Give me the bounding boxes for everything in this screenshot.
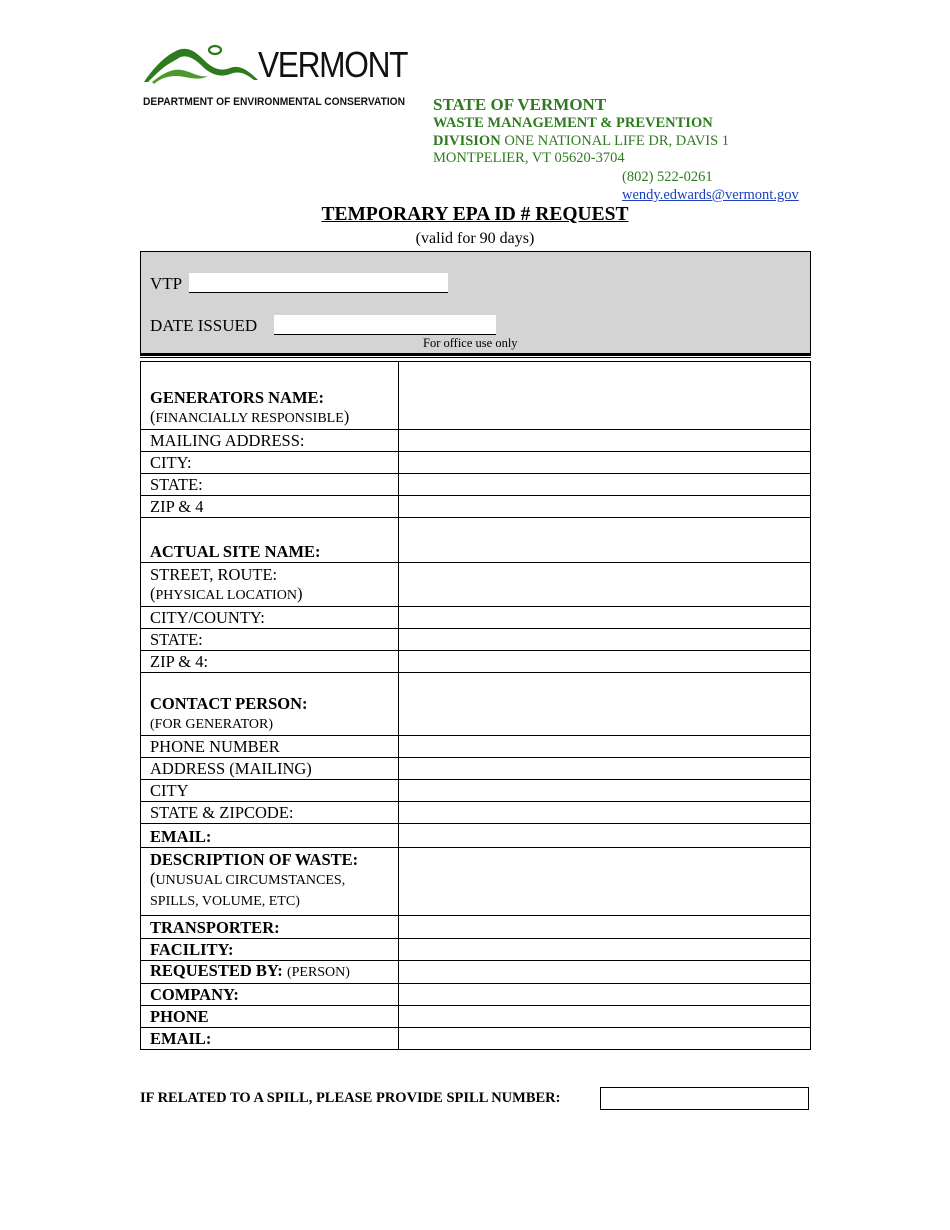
- paren-open: (: [150, 584, 156, 603]
- table-row: [141, 848, 811, 916]
- logo-department: DEPARTMENT OF ENVIRONMENTAL CONSERVATION: [143, 96, 406, 108]
- site-name-field[interactable]: [399, 518, 811, 563]
- address-mailing-label: ADDRESS (MAILING): [141, 758, 399, 780]
- requested-by-field[interactable]: [399, 961, 811, 984]
- site-state-field[interactable]: [399, 629, 811, 651]
- table-row: [141, 961, 811, 984]
- contact-email-label: [141, 824, 399, 848]
- spill-number-input[interactable]: [600, 1087, 809, 1110]
- phone-text: PHONE: [150, 1007, 209, 1026]
- agency-phone: (802) 522-0261: [622, 169, 713, 185]
- company-field[interactable]: [399, 984, 811, 1006]
- site-zip-field[interactable]: [399, 651, 811, 673]
- form-title: TEMPORARY EPA ID # REQUEST: [321, 204, 629, 225]
- email-text: EMAIL:: [150, 1029, 212, 1048]
- contact-email-text: EMAIL:: [150, 827, 212, 846]
- street-text: STREET, ROUTE:: [150, 565, 278, 584]
- table-row: [141, 673, 811, 736]
- agency-contact: [622, 168, 799, 204]
- paren-open: (: [150, 869, 156, 888]
- city-zip: MONTPELIER, VT 05620-3704: [433, 150, 625, 166]
- vtp-input[interactable]: [189, 273, 448, 293]
- email-field[interactable]: [399, 1028, 811, 1050]
- city-field[interactable]: [399, 452, 811, 474]
- agency-address: [433, 95, 729, 168]
- division-name: WASTE MANAGEMENT & PREVENTION: [433, 115, 713, 131]
- section-divider: [140, 354, 811, 358]
- phone-label: [141, 1006, 399, 1028]
- mailing-address-label: MAILING ADDRESS:: [141, 430, 399, 452]
- city-label: CITY:: [141, 452, 399, 474]
- state-zip-field[interactable]: [399, 802, 811, 824]
- description-field[interactable]: [399, 848, 811, 916]
- contact-note: (FOR GENERATOR): [150, 717, 274, 732]
- state-name: STATE OF VERMONT: [433, 95, 607, 114]
- agency-email-link[interactable]: wendy.edwards@vermont.gov: [622, 187, 799, 203]
- city-county-field[interactable]: [399, 607, 811, 629]
- state-label: STATE:: [141, 474, 399, 496]
- email-label: [141, 1028, 399, 1050]
- table-row: [141, 430, 811, 452]
- date-issued-input[interactable]: [274, 315, 496, 335]
- description-text: DESCRIPTION OF WASTE:: [150, 850, 359, 869]
- table-row: [141, 758, 811, 780]
- table-row: [141, 1006, 811, 1028]
- table-row: [141, 780, 811, 802]
- company-label: [141, 984, 399, 1006]
- site-name-label: [141, 518, 399, 563]
- contact-email-field[interactable]: [399, 824, 811, 848]
- generators-name-label: [141, 362, 399, 430]
- date-issued-label: DATE ISSUED: [150, 316, 258, 335]
- table-row: [141, 984, 811, 1006]
- office-use-panel: [140, 251, 811, 354]
- vtp-label: VTP: [150, 274, 183, 293]
- paren-close: ): [296, 584, 303, 603]
- contact-city-field[interactable]: [399, 780, 811, 802]
- description-label: [141, 848, 399, 916]
- table-row: [141, 802, 811, 824]
- request-form-table: [140, 361, 811, 1050]
- paren-open: (: [150, 407, 156, 426]
- table-row: [141, 474, 811, 496]
- phone-number-label: PHONE NUMBER: [141, 736, 399, 758]
- table-row: [141, 496, 811, 518]
- city-county-label: CITY/COUNTY:: [141, 607, 399, 629]
- contact-person-field[interactable]: [399, 673, 811, 736]
- dec-logo: [142, 38, 424, 112]
- requested-by-text: REQUESTED BY:: [150, 961, 283, 980]
- form-subtitle: (valid for 90 days): [415, 230, 535, 247]
- table-row: [141, 736, 811, 758]
- contact-city-label: CITY: [141, 780, 399, 802]
- generators-name-text: GENERATORS NAME:: [150, 388, 325, 407]
- table-row: [141, 824, 811, 848]
- street-address: ONE NATIONAL LIFE DR, DAVIS 1: [500, 132, 730, 149]
- office-use-note: For office use only: [423, 336, 518, 350]
- generators-name-field[interactable]: [399, 362, 811, 430]
- mailing-address-field[interactable]: [399, 430, 811, 452]
- table-row: [141, 362, 811, 430]
- street-label: [141, 563, 399, 607]
- paren-close: ): [343, 407, 350, 426]
- facility-label: [141, 939, 399, 961]
- mountain-swoosh-icon: [142, 38, 267, 88]
- site-name-text: ACTUAL SITE NAME:: [150, 542, 321, 561]
- street-field[interactable]: [399, 563, 811, 607]
- phone-field[interactable]: [399, 1006, 811, 1028]
- facility-field[interactable]: [399, 939, 811, 961]
- table-row: [141, 452, 811, 474]
- transporter-field[interactable]: [399, 916, 811, 939]
- zip-label: ZIP & 4: [141, 496, 399, 518]
- contact-person-label: [141, 673, 399, 736]
- state-field[interactable]: [399, 474, 811, 496]
- contact-person-text: CONTACT PERSON:: [150, 694, 308, 713]
- facility-text: FACILITY:: [150, 940, 234, 959]
- division-word: DIVISION: [433, 132, 501, 149]
- phone-number-field[interactable]: [399, 736, 811, 758]
- table-row: [141, 607, 811, 629]
- site-zip-label: ZIP & 4:: [141, 651, 399, 673]
- zip-field[interactable]: [399, 496, 811, 518]
- division-address: [433, 133, 729, 151]
- table-row: [141, 563, 811, 607]
- description-note-1: UNUSUAL CIRCUMSTANCES,: [155, 873, 346, 888]
- transporter-label: [141, 916, 399, 939]
- transporter-text: TRANSPORTER:: [150, 918, 280, 937]
- requested-by-note: (PERSON): [286, 965, 350, 980]
- table-row: [141, 939, 811, 961]
- table-row: [141, 629, 811, 651]
- description-note-2: SPILLS, VOLUME, ETC): [150, 894, 300, 909]
- company-text: COMPANY:: [150, 985, 239, 1004]
- table-row: [141, 916, 811, 939]
- street-note: PHYSICAL LOCATION: [155, 588, 297, 603]
- state-zip-label: STATE & ZIPCODE:: [141, 802, 399, 824]
- site-state-label: STATE:: [141, 629, 399, 651]
- table-row: [141, 651, 811, 673]
- logo-wordmark: VERMONT: [258, 44, 408, 85]
- requested-by-label: [141, 961, 399, 984]
- table-row: [141, 1028, 811, 1050]
- table-row: [141, 518, 811, 563]
- spill-number-label: IF RELATED TO A SPILL, PLEASE PROVIDE SPILL NUMBER:: [140, 1090, 561, 1106]
- generators-note: FINANCIALLY RESPONSIBLE: [155, 411, 344, 426]
- address-mailing-field[interactable]: [399, 758, 811, 780]
